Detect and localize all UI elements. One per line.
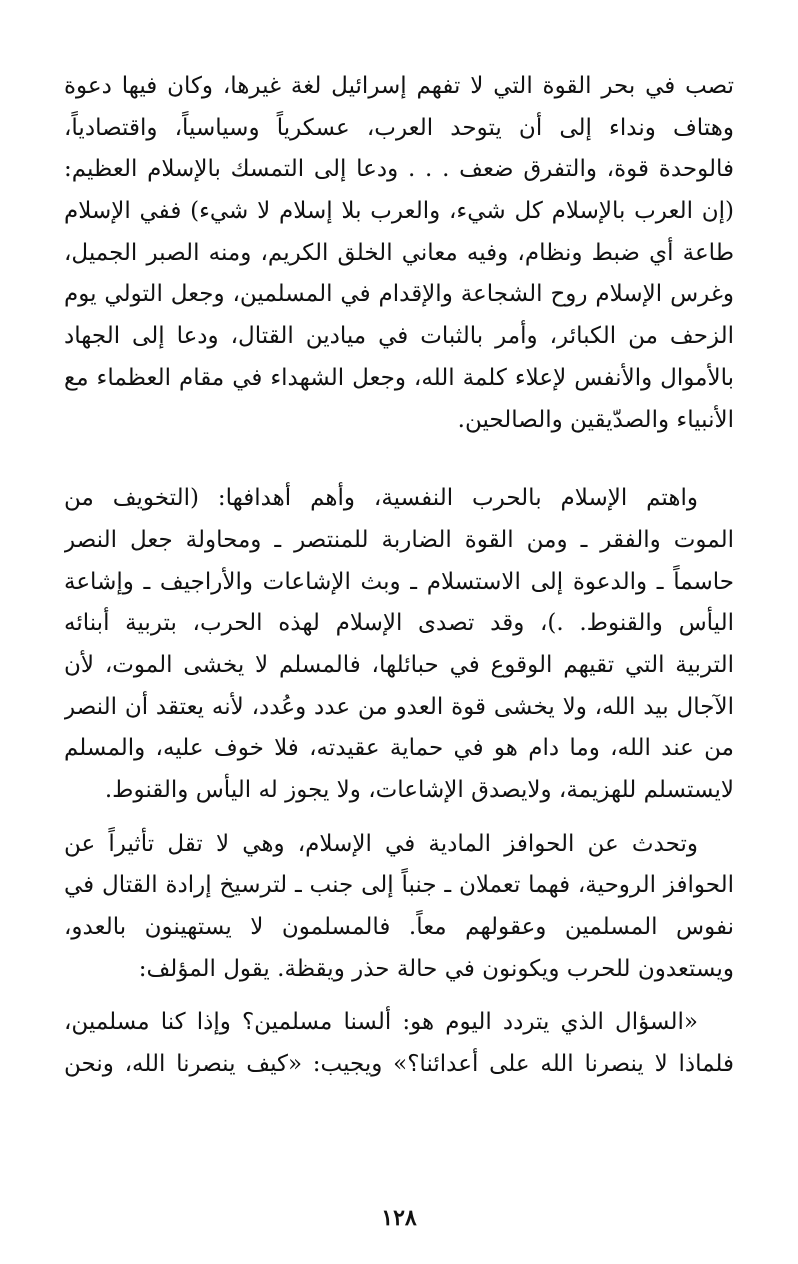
text-line: فلماذا لا ينصرنا الله على أعدائنا؟» ويجيب: «كيف ينصرنا الله، ونحن <box>64 1051 734 1078</box>
text-line: وغرس الإسلام روح الشجاعة والإقدام في المسلمين، وجعل التولي يوم <box>64 281 734 308</box>
paragraph-3 <box>64 824 734 991</box>
text-line: الأنبياء والصدّيقين والصالحين. <box>457 406 734 433</box>
paragraph-2 <box>64 478 734 812</box>
page-body <box>64 66 734 1086</box>
text-line: لايستسلم للهزيمة، ولايصدق الإشاعات، ولا يجوز له اليأس والقنوط. <box>104 777 734 803</box>
paragraph-gap <box>64 441 734 478</box>
text-line: من عند الله، وما دام هو في حماية عقيدته، فلا خوف عليه، والمسلم <box>64 735 734 762</box>
paragraph-1 <box>64 66 734 441</box>
text-line: «السؤال الذي يتردد اليوم هو: ألسنا مسلمين؟ وإذا كنا مسلمين، <box>64 1009 698 1036</box>
text-line: وتحدث عن الحوافز المادية في الإسلام، وهي لا تقل تأثيراً عن <box>64 830 698 857</box>
paragraph-4-quote <box>64 1002 734 1085</box>
text-line: الموت والفقر ـ ومن القوة الضاربة للمنتصر ـ ومحاولة جعل النصر <box>64 526 734 553</box>
paragraph-gap <box>64 812 734 824</box>
text-line: التربية التي تقيهم الوقوع في حبائلها، فالمسلم لا يخشى الموت، لأن <box>64 651 734 678</box>
text-line: حاسماً ـ والدعوة إلى الاستسلام ـ وبث الإشاعات والأراجيف ـ وإشاعة <box>64 568 734 595</box>
text-line: بالأموال والأنفس لإعلاء كلمة الله، وجعل الشهداء في مقام العظماء مع <box>64 364 734 391</box>
text-line: الحوافز الروحية، فهما تعملان ـ جنباً إلى جنب ـ لترسيخ إرادة القتال في <box>64 872 734 899</box>
text-line: وهتاف ونداء إلى أن يتوحد العرب، عسكرياً وسياسياً، واقتصادياً، <box>64 114 734 141</box>
text-line: فالوحدة قوة، والتفرق ضعف . . . ودعا إلى التمسك بالإسلام العظيم: <box>64 156 734 183</box>
text-line: الزحف من الكبائر، وأمر بالثبات في ميادين القتال، ودعا إلى الجهاد <box>64 323 734 350</box>
text-line: واهتم الإسلام بالحرب النفسية، وأهم أهدافها: (التخويف من <box>64 485 698 512</box>
text-line: (إن العرب بالإسلام كل شيء، والعرب بلا إسلام لا شيء) ففي الإسلام <box>64 198 734 225</box>
text-line: اليأس والقنوط. .)، وقد تصدى الإسلام لهذه الحرب، بتربية أبنائه <box>64 610 734 637</box>
page-number: ١٢٨ <box>381 1205 417 1231</box>
paragraph-gap <box>64 990 734 1002</box>
text-line: نفوس المسلمين وعقولهم معاً. فالمسلمون لا يستهينون بالعدو، <box>64 914 734 941</box>
text-line: ويستعدون للحرب ويكونون في حالة حذر ويقظة. يقول المؤلف: <box>138 955 734 982</box>
text-line: طاعة أي ضبط ونظام، وفيه معاني الخلق الكريم، ومنه الصبر الجميل، <box>64 239 734 266</box>
text-line: الآجال بيد الله، ولا يخشى قوة العدو من عدد وعُدد، لأنه يعتقد أن النصر <box>64 693 734 720</box>
text-line: تصب في بحر القوة التي لا تفهم إسرائيل لغة غيرها، وكان فيها دعوة <box>64 73 734 99</box>
